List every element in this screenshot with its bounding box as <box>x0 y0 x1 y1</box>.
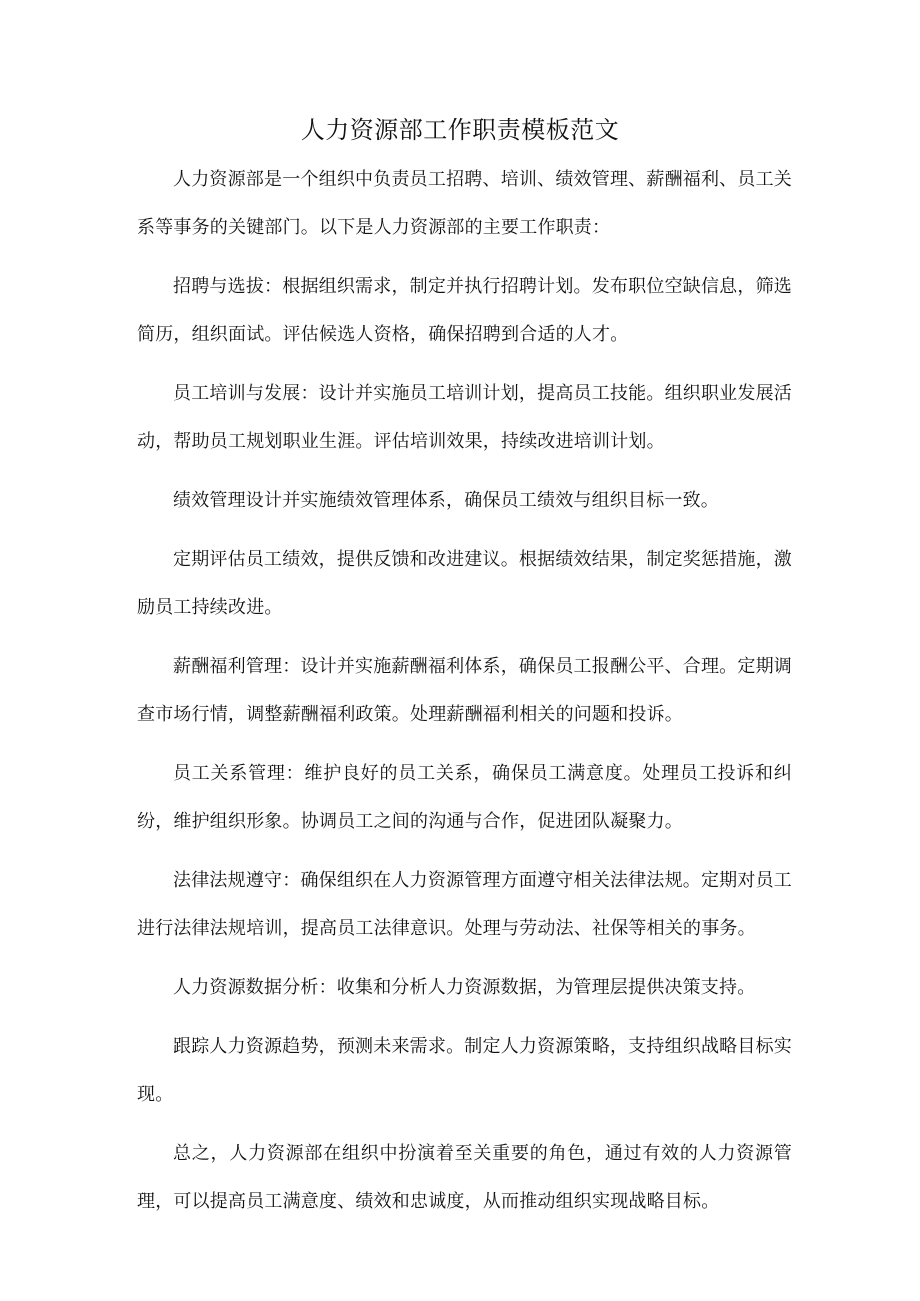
paragraph-recruitment: 招聘与选拔：根据组织需求，制定并执行招聘计划。发布职位空缺信息，筛选简历，组织面试。评估候选人资格，确保招聘到合适的人才。 <box>137 276 792 345</box>
paragraph-legal-compliance: 法律法规遵守：确保组织在人力资源管理方面遵守相关法律法规。定期对员工进行法律法规培训，提高员工法律意识。处理与劳动法、社保等相关的事务。 <box>137 870 792 939</box>
paragraph-trends: 跟踪人力资源趋势，预测未来需求。制定人力资源策略，支持组织战略目标实现。 <box>137 1036 792 1105</box>
paragraph-performance-review: 定期评估员工绩效，提供反馈和改进建议。根据绩效结果，制定奖惩措施，激励员工持续改进。 <box>137 549 792 618</box>
paragraph-intro: 人力资源部是一个组织中负责员工招聘、培训、绩效管理、薪酬福利、员工关系等事务的关键部门。以下是人力资源部的主要工作职责： <box>137 169 792 238</box>
paragraph-employee-relations: 员工关系管理：维护良好的员工关系，确保员工满意度。处理员工投诉和纠纷，维护组织形象。协调员工之间的沟通与合作，促进团队凝聚力。 <box>137 763 792 832</box>
paragraph-data-analysis: 人力资源数据分析：收集和分析人力资源数据，为管理层提供决策支持。 <box>173 977 756 998</box>
document-title: 人力资源部工作职责模板范文 <box>300 116 620 144</box>
paragraph-compensation: 薪酬福利管理：设计并实施薪酬福利体系，确保员工报酬公平、合理。定期调查市场行情，调整薪酬福利政策。处理薪酬福利相关的问题和投诉。 <box>137 656 792 725</box>
paragraph-training: 员工培训与发展：设计并实施员工培训计划，提高员工技能。组织职业发展活动，帮助员工规划职业生涯。评估培训效果，持续改进培训计划。 <box>137 383 792 452</box>
paragraph-conclusion: 总之，人力资源部在组织中扮演着至关重要的角色，通过有效的人力资源管理，可以提高员工满意度、绩效和忠诚度，从而推动组织实现战略目标。 <box>137 1143 792 1212</box>
paragraph-performance-design: 绩效管理设计并实施绩效管理体系，确保员工绩效与组织目标一致。 <box>173 490 719 511</box>
document-body <box>137 156 792 1237</box>
